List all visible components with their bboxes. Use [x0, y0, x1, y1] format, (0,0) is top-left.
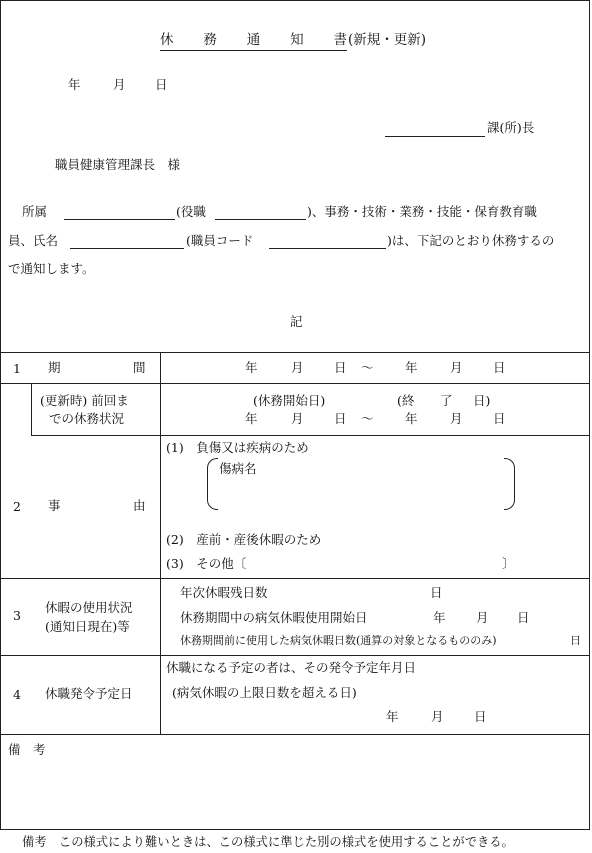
row1-label-divider [0, 383, 31, 384]
row4-day[interactable]: 日 [474, 709, 487, 724]
chief-name-line[interactable] [385, 136, 485, 137]
body-line2-c: )は、下記のとおり休務するの [387, 233, 555, 248]
row1b-day[interactable]: 日 [334, 411, 347, 426]
row4-label: 休職発令予定日 [45, 686, 133, 701]
disease-bracket-right [504, 458, 515, 510]
body-line1-c: )、事務・技術・業務・技能・保育教育職 [307, 204, 537, 219]
body-line1-b: (役職 [176, 204, 206, 219]
row2-option3[interactable]: (3) その他〔 [166, 556, 247, 571]
row1b-tilde: ～ [361, 411, 374, 426]
body-line3: で通知します。 [8, 261, 95, 276]
row1-year2[interactable]: 年 [405, 360, 418, 375]
row2-option2[interactable]: (2) 産前・産後休暇のため [166, 532, 322, 547]
position-field[interactable] [215, 219, 306, 220]
staff-code-field[interactable] [269, 248, 386, 249]
row1b-end-label-b: 了 [440, 393, 453, 408]
row2-option3-close: 〕 [502, 556, 515, 571]
disease-name-field[interactable] [260, 478, 500, 504]
name-field[interactable] [70, 248, 184, 249]
title-underline [160, 50, 347, 51]
row3-line2-day[interactable]: 日 [517, 610, 530, 625]
title-suffix: (新規・更新) [348, 32, 427, 48]
title-char-4: 知 [290, 32, 304, 48]
row4-year[interactable]: 年 [386, 709, 399, 724]
row1-label-b: 間 [133, 360, 146, 375]
title-char-2: 務 [203, 32, 217, 48]
row2-bottom [0, 578, 590, 579]
date-day: 日 [155, 77, 168, 92]
row3-line3: 休務期間前に使用した病気休暇日数(通算の対象となるもののみ) [180, 634, 497, 647]
date-year: 年 [68, 77, 81, 92]
row4-line1: 休職になる予定の者は、その発令予定年月日 [166, 660, 417, 675]
row1-month[interactable]: 月 [291, 360, 304, 375]
label-column-divider [160, 352, 161, 734]
row1b-month[interactable]: 月 [291, 411, 304, 426]
title-char-1: 休 [160, 32, 174, 48]
row1b-left-border [31, 383, 32, 435]
row3-line2-year[interactable]: 年 [433, 610, 446, 625]
disease-name-label: 傷病名 [219, 461, 257, 476]
row3-line2: 休務期間中の病気休暇使用開始日 [180, 610, 368, 625]
row1-divider [160, 383, 590, 384]
section-chief-label: 課(所)長 [487, 120, 535, 135]
row4-month[interactable]: 月 [431, 709, 444, 724]
row2-label-a: 事 [48, 498, 61, 513]
affiliation-field[interactable] [64, 219, 175, 220]
row1-year[interactable]: 年 [245, 360, 258, 375]
row4-line2: (病気休暇の上限日数を超える日) [172, 685, 357, 700]
row1-day2[interactable]: 日 [493, 360, 506, 375]
row2-number: 2 [13, 499, 21, 514]
row1b-day2[interactable]: 日 [493, 411, 506, 426]
body-line2-a: 員、氏名 [8, 233, 59, 248]
row3-bottom [0, 655, 590, 656]
row1b-label-line2: での休務状況 [49, 411, 125, 426]
row1b-end-label-c: 日) [473, 393, 491, 408]
remarks-label: 備 考 [8, 742, 46, 757]
form-title [160, 34, 347, 48]
row3-line3-day[interactable]: 日 [570, 634, 581, 647]
remarks-field[interactable] [60, 740, 580, 824]
row1b-year2[interactable]: 年 [405, 411, 418, 426]
row2-option1[interactable]: (1) 負傷又は疾病のため [166, 440, 309, 455]
row3-label-line1: 休暇の使用状況 [45, 600, 133, 615]
row1-number: 1 [13, 361, 21, 376]
row4-number: 4 [13, 687, 21, 702]
row3-line1: 年次休暇残日数 [180, 585, 268, 600]
row1b-end-label-a: (終 [397, 393, 415, 408]
row2-label-b: 由 [133, 498, 146, 513]
ki-heading: 記 [290, 314, 303, 329]
row3-label-line2: (通知日現在)等 [45, 619, 130, 634]
date-month: 月 [113, 77, 126, 92]
row1b-start-label: (休務開始日) [253, 393, 326, 408]
footer-note: 備考 この様式により難いときは、この様式に準じた別の様式を使用することができる。 [22, 835, 514, 849]
addressee: 職員健康管理課長 様 [55, 157, 181, 172]
title-char-3: 通 [246, 32, 261, 48]
row1b-month2[interactable]: 月 [450, 411, 463, 426]
row3-line2-month[interactable]: 月 [476, 610, 489, 625]
row1-month2[interactable]: 月 [450, 360, 463, 375]
row4-bottom [0, 734, 590, 735]
table-top-line [0, 352, 590, 353]
disease-bracket-left [207, 458, 218, 510]
row1-tilde: ～ [361, 360, 374, 375]
row1b-label-top [31, 383, 160, 384]
row3-number: 3 [13, 608, 21, 623]
body-line2-b: (職員コード [186, 233, 254, 248]
body-line1-a: 所属 [22, 204, 48, 219]
row1b-year[interactable]: 年 [245, 411, 258, 426]
row1-label-a: 期 [48, 360, 61, 375]
row1b-label-line1: (更新時) 前回ま [40, 393, 129, 408]
row3-line1-day[interactable]: 日 [430, 585, 443, 600]
row1b-bottom [31, 435, 590, 436]
title-char-5: 書 [333, 32, 347, 48]
row1-day[interactable]: 日 [334, 360, 347, 375]
